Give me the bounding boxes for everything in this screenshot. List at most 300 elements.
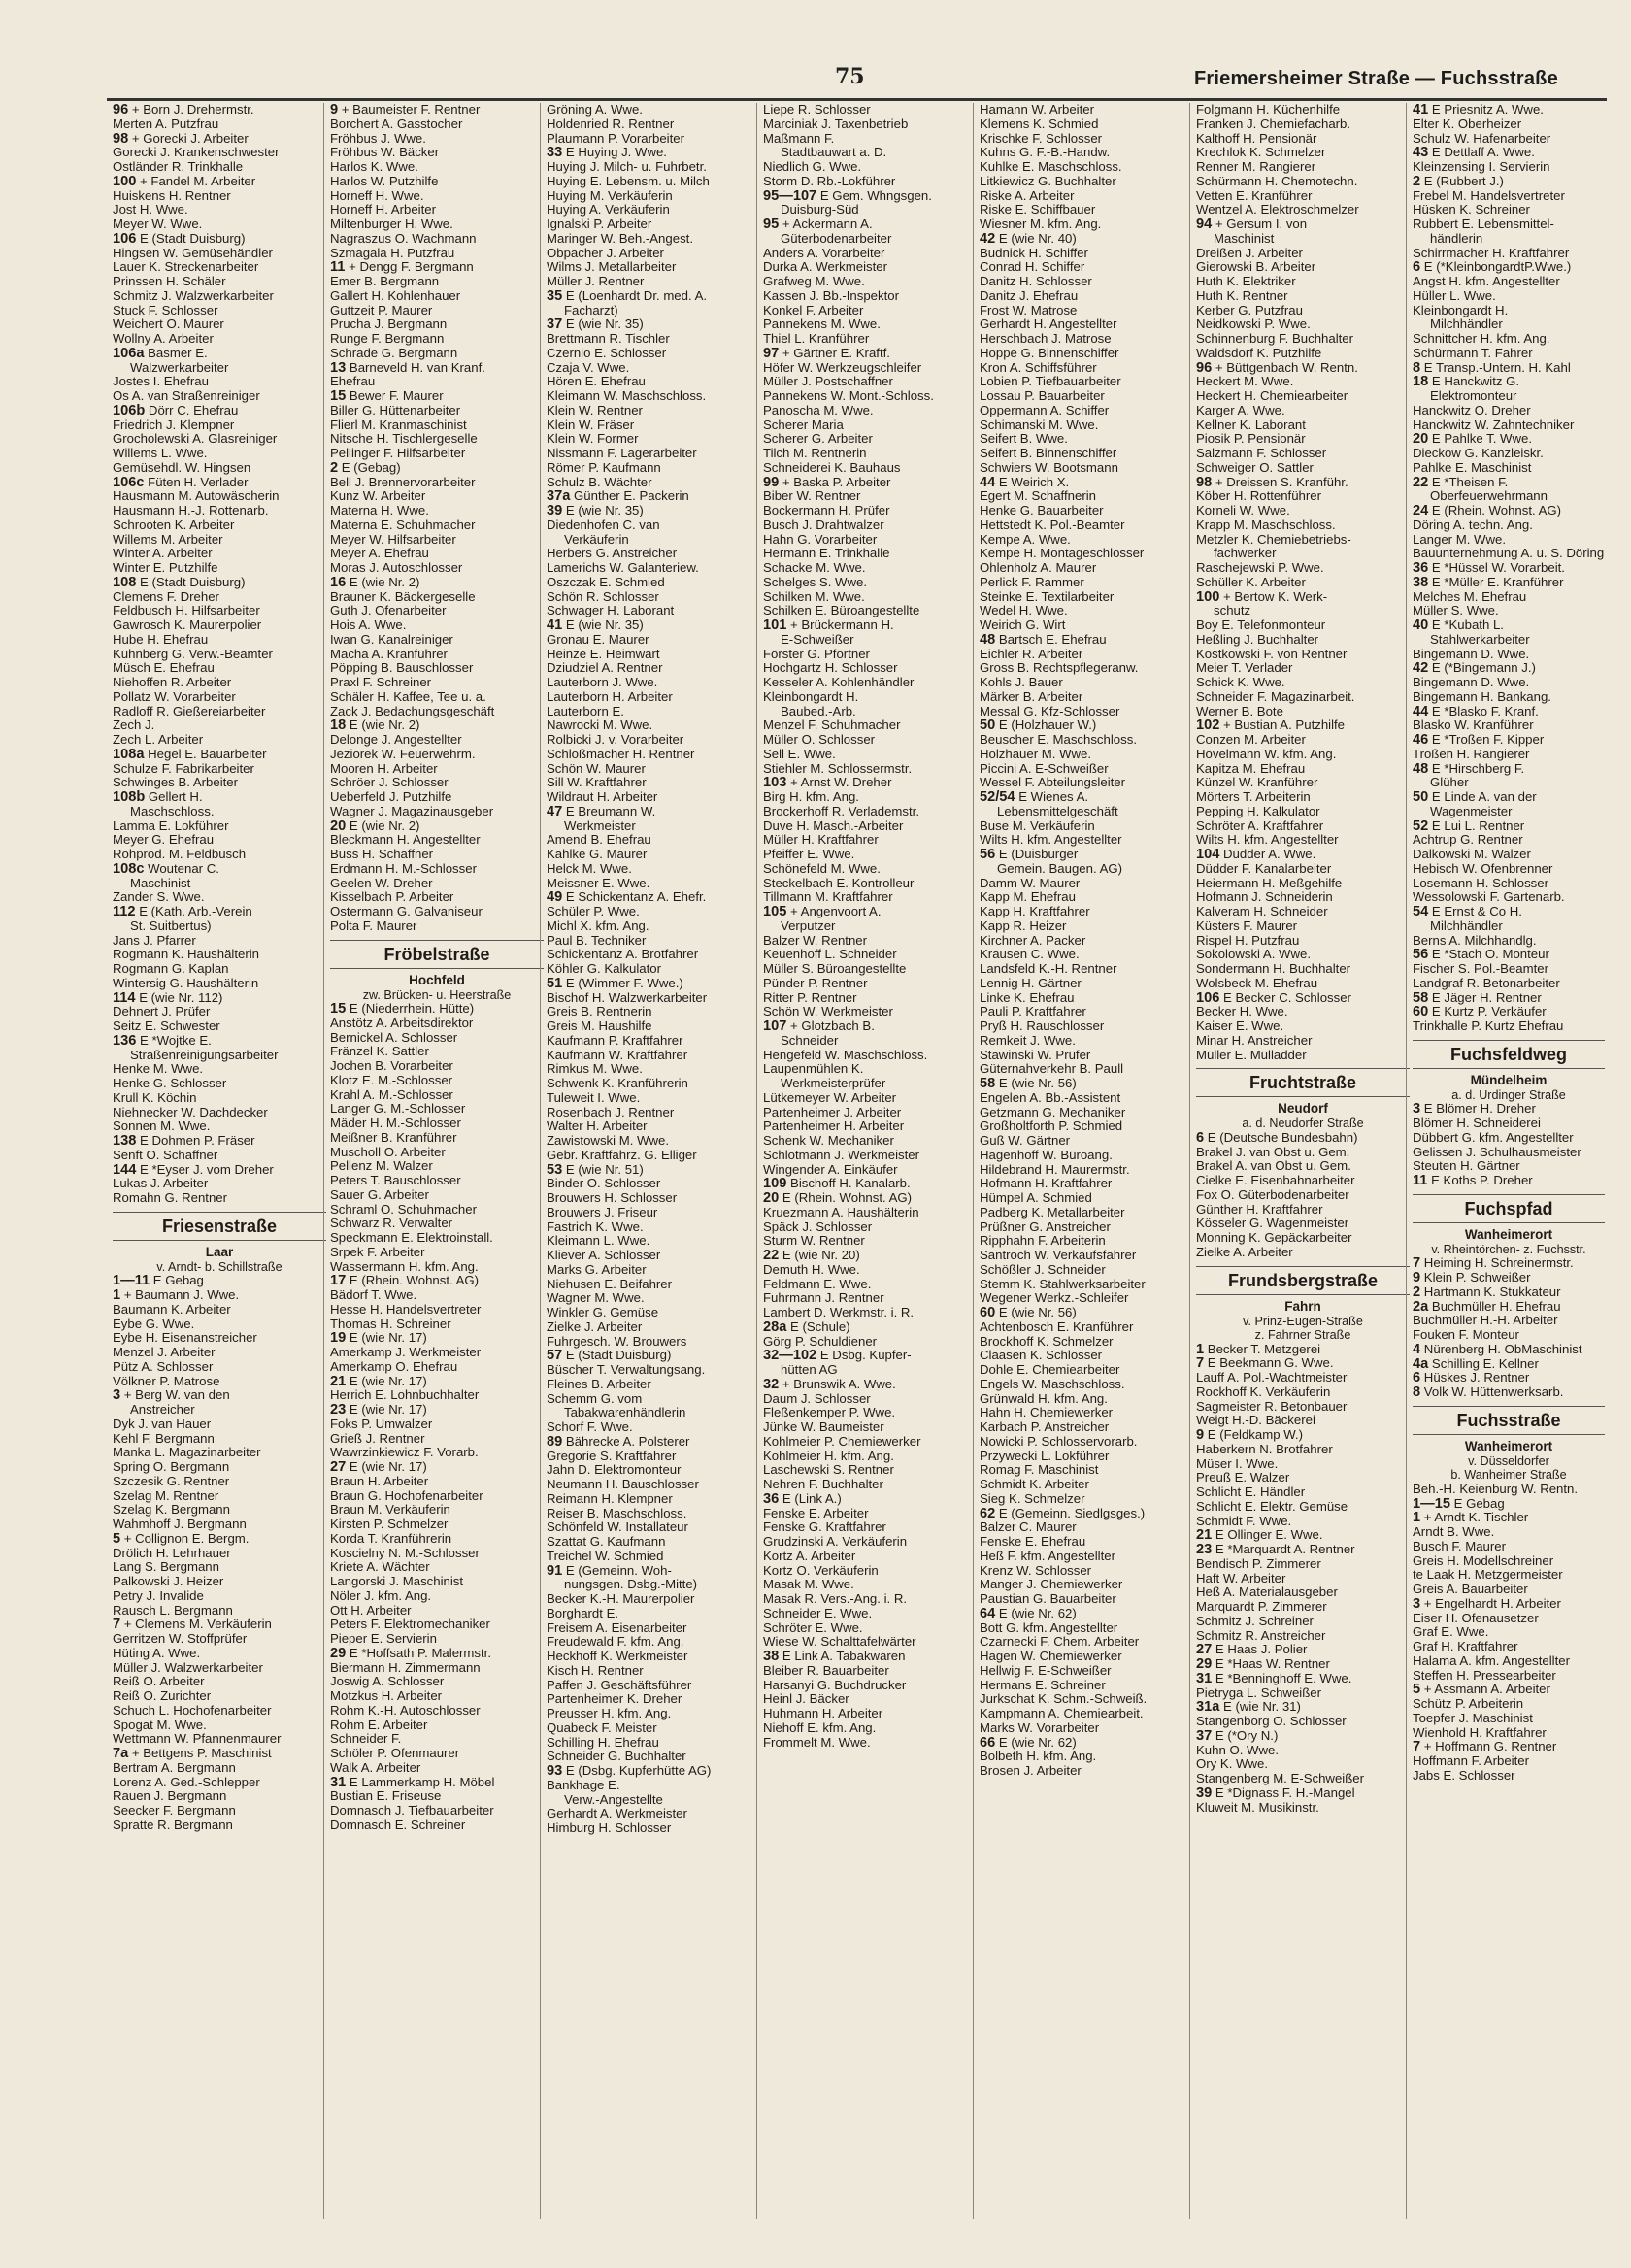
directory-entry: Szmagala H. Putzfrau bbox=[330, 246, 455, 260]
directory-entry: Förster G. Pförtner bbox=[763, 647, 870, 661]
house-number: 47 bbox=[547, 804, 563, 819]
directory-entry: Güterbodenarbeiter bbox=[781, 231, 892, 246]
directory-entry: Huying M. Verkäuferin bbox=[547, 188, 673, 203]
directory-entry: Zech L. Arbeiter bbox=[113, 733, 204, 747]
directory-entry: Moras J. Autoschlosser bbox=[330, 561, 463, 575]
directory-entry: Thiel L. Kranführer bbox=[763, 332, 870, 346]
directory-entry: Panoscha M. Wwe. bbox=[763, 403, 874, 417]
house-number: 105 bbox=[763, 905, 787, 919]
directory-entry: Müller O. Schlosser bbox=[763, 733, 876, 747]
house-number: 108c bbox=[113, 861, 145, 877]
directory-entry: Gelissen J. Schulhausmeister bbox=[1413, 1145, 1581, 1159]
directory-entry: Jabs E. Schlosser bbox=[1413, 1768, 1515, 1783]
house-number: 64 bbox=[980, 1606, 996, 1621]
directory-entry: Storm D. Rb.-Lokführer bbox=[763, 174, 896, 188]
directory-entry: Schäler H. Kaffee, Tee u. a. bbox=[330, 689, 486, 704]
directory-entry: Herschbach J. Matrose bbox=[980, 332, 1112, 346]
directory-entry: Schneiderei K. Bauhaus bbox=[763, 460, 901, 475]
directory-entry: Hellwig F. E-Schweißer bbox=[980, 1663, 1112, 1678]
directory-entry: Hebisch W. Ofenbrenner bbox=[1413, 861, 1553, 876]
directory-entry: Grünwald H. kfm. Ang. bbox=[980, 1391, 1108, 1406]
directory-entry: Anstreicher bbox=[130, 1403, 195, 1417]
directory-entry: Elektromonteur bbox=[1430, 389, 1517, 403]
directory-entry: 95 + Ackermann A. bbox=[763, 217, 873, 232]
directory-entry: Gerhardt A. Werkmeister bbox=[547, 1807, 687, 1821]
directory-entry: Lobien P. Tiefbauarbeiter bbox=[980, 375, 1121, 389]
directory-entry: Meissner E. Wwe. bbox=[547, 876, 650, 890]
directory-entry: Winter E. Putzhilfe bbox=[113, 561, 218, 575]
directory-entry: Kirchner A. Packer bbox=[980, 933, 1086, 948]
directory-entry: Srpek F. Arbeiter bbox=[330, 1245, 425, 1259]
directory-entry: Krahl A. M.-Schlosser bbox=[330, 1087, 453, 1102]
directory-entry: 9 + Baumeister F. Rentner bbox=[330, 103, 481, 117]
directory-entry: Meier T. Verlader bbox=[1196, 661, 1293, 676]
directory-entry: Sturm W. Rentner bbox=[763, 1234, 865, 1249]
directory-entry: Braun H. Arbeiter bbox=[330, 1474, 429, 1488]
directory-entry: Kisch H. Rentner bbox=[547, 1663, 644, 1678]
directory-entry: Kuhn O. Wwe. bbox=[1196, 1743, 1280, 1757]
directory-entry: Diedenhofen C. van bbox=[547, 517, 660, 532]
directory-entry: Kleinbongardt H. bbox=[763, 689, 859, 704]
directory-entry: Gallert H. Kohlenhauer bbox=[330, 288, 461, 303]
directory-entry: Tilch M. Rentnerin bbox=[763, 447, 867, 460]
house-number: 2 bbox=[330, 460, 339, 476]
street-range-note: a. d. Urdinger Straße bbox=[1451, 1087, 1566, 1102]
directory-entry: Willems M. Arbeiter bbox=[113, 532, 223, 547]
directory-entry: Kirsten P. Schmelzer bbox=[330, 1518, 449, 1531]
directory-entry: Grieß J. Rentner bbox=[330, 1431, 425, 1446]
directory-entry: Niehusen E. Beifahrer bbox=[547, 1277, 673, 1291]
directory-entry: 29 E *Haas W. Rentner bbox=[1196, 1657, 1330, 1672]
directory-entry: Schneider bbox=[781, 1033, 839, 1048]
directory-entry: 4 Nürenberg H. ObMaschinist bbox=[1413, 1342, 1582, 1357]
directory-entry: 98 + Gorecki J. Arbeiter bbox=[113, 131, 249, 147]
directory-entry: 47 E Breumann W. bbox=[547, 804, 656, 819]
directory-entry: Schulz B. Wächter bbox=[547, 475, 652, 489]
directory-entry: Krechlok K. Schmelzer bbox=[1196, 146, 1326, 160]
house-number: 93 bbox=[547, 1764, 563, 1779]
directory-entry: Budnick H. Schiffer bbox=[980, 246, 1088, 260]
directory-entry: 54 E Ernst & Co H. bbox=[1413, 905, 1522, 919]
directory-entry: Wessolowski F. Gartenarb. bbox=[1413, 890, 1565, 905]
directory-entry: 108a Hegel E. Bauarbeiter bbox=[113, 747, 267, 762]
directory-entry: 1—15 E Gebag bbox=[1413, 1496, 1505, 1512]
directory-entry: Getzmann G. Mechaniker bbox=[980, 1105, 1126, 1119]
directory-entry: Gawrosch K. Maurerpolier bbox=[113, 618, 262, 632]
directory-entry: Domnasch J. Tiefbauarbeiter bbox=[330, 1804, 494, 1818]
directory-entry: Werkmeister bbox=[564, 818, 636, 833]
house-number: 37 bbox=[547, 317, 563, 332]
directory-entry: fachwerker bbox=[1214, 547, 1277, 561]
directory-entry: Przywecki L. Lokführer bbox=[980, 1449, 1110, 1463]
directory-entry: Schacke M. Wwe. bbox=[763, 561, 866, 575]
directory-entry: Franken J. Chemiefacharb. bbox=[1196, 117, 1351, 131]
directory-entry: Kleinzensing I. Servierin bbox=[1413, 160, 1550, 174]
directory-entry: Schönfeld W. Installateur bbox=[547, 1520, 688, 1535]
street-heading: Frundsbergstraße bbox=[1196, 1266, 1410, 1295]
directory-entry: Hermans E. Schreiner bbox=[980, 1678, 1106, 1692]
directory-entry: 3 + Berg W. van den bbox=[113, 1388, 230, 1403]
directory-entry: Pellinger F. Hilfsarbeiter bbox=[330, 447, 466, 460]
directory-entry: 56 E *Stach O. Monteur bbox=[1413, 948, 1549, 962]
directory-entry: Brockerhoff R. Verlademstr. bbox=[763, 804, 920, 818]
directory-entry: Litkiewicz G. Buchhalter bbox=[980, 174, 1116, 188]
directory-entry: 136 E *Wojtke E. bbox=[113, 1033, 212, 1049]
directory-entry: Romag F. Maschinist bbox=[980, 1463, 1099, 1478]
house-number: 9 bbox=[1413, 1271, 1421, 1285]
directory-entry: Neumann H. Bauschlosser bbox=[547, 1478, 699, 1491]
directory-entry: Schröer J. Schlosser bbox=[330, 776, 449, 790]
directory-entry: Pauli P. Kraftfahrer bbox=[980, 1005, 1086, 1019]
directory-entry: Paustian G. Bauarbeiter bbox=[980, 1592, 1116, 1606]
directory-entry: Kostkowski F. von Rentner bbox=[1196, 647, 1348, 661]
directory-entry: Schüller K. Arbeiter bbox=[1196, 575, 1306, 589]
directory-entry: Wedel H. Wwe. bbox=[980, 604, 1068, 618]
house-number: 50 bbox=[980, 718, 996, 733]
directory-entry: 32—102 E Dsbg. Kupfer- bbox=[763, 1349, 912, 1363]
directory-entry: Heckert M. Wwe. bbox=[1196, 375, 1294, 389]
house-number: 32 bbox=[763, 1377, 780, 1392]
directory-entry: Mooren H. Arbeiter bbox=[330, 761, 438, 776]
directory-entry: Obpacher J. Arbeiter bbox=[547, 246, 664, 260]
directory-entry: Frost W. Matrose bbox=[980, 303, 1078, 317]
directory-entry: Santroch W. Verkaufsfahrer bbox=[980, 1249, 1137, 1262]
house-number: 100 bbox=[113, 174, 137, 189]
directory-entry: Mäder H. M.-Schlosser bbox=[330, 1117, 461, 1130]
directory-entry: 58 E (wie Nr. 56) bbox=[980, 1077, 1077, 1091]
directory-entry: Waldsdorf K. Putzhilfe bbox=[1196, 346, 1322, 360]
directory-entry: Ripphahn F. Arbeiterin bbox=[980, 1234, 1106, 1249]
directory-entry: Jeziorek W. Feuerwehrm. bbox=[330, 747, 476, 761]
directory-entry: 114 E (wie Nr. 112) bbox=[113, 990, 223, 1006]
directory-entry: Maringer W. Beh.-Angest. bbox=[547, 231, 693, 246]
directory-entry: Greis A. Bauarbeiter bbox=[1413, 1583, 1528, 1596]
directory-entry: 7 E Beekmann G. Wwe. bbox=[1196, 1356, 1334, 1371]
directory-entry: 108 E (Stadt Duisburg) bbox=[113, 575, 246, 590]
house-number: 5 bbox=[113, 1531, 121, 1547]
house-number: 4 bbox=[1413, 1342, 1421, 1357]
directory-entry: Erdmann H. M.-Schlosser bbox=[330, 861, 477, 876]
directory-entry: Spogat M. Wwe. bbox=[113, 1718, 207, 1732]
directory-entry: Thomas H. Schreiner bbox=[330, 1317, 451, 1331]
house-number: 53 bbox=[547, 1162, 563, 1178]
directory-entry: Stuck F. Schlosser bbox=[113, 303, 218, 317]
directory-entry: Kruezmann A. Haushälterin bbox=[763, 1205, 919, 1219]
directory-entry: 51 E (Wimmer F. Wwe.) bbox=[547, 976, 683, 991]
directory-entry: Weichert O. Maurer bbox=[113, 317, 224, 332]
directory-entry: 7 Heiming H. Schreinermstr. bbox=[1413, 1256, 1574, 1271]
directory-entry: Conrad H. Schiffer bbox=[980, 260, 1085, 275]
directory-entry: Hettstedt K. Pol.-Beamter bbox=[980, 517, 1125, 532]
directory-entry: Koscielny N. M.-Schlosser bbox=[330, 1546, 480, 1560]
directory-entry: Schinnenburg F. Buchhalter bbox=[1196, 332, 1354, 346]
directory-entry: Seecker F. Bergmann bbox=[113, 1804, 236, 1818]
directory-entry: Tillmann M. Kraftfahrer bbox=[763, 890, 893, 905]
house-number: 7 bbox=[1196, 1356, 1205, 1371]
directory-entry: Paul B. Techniker bbox=[547, 933, 647, 948]
directory-entry: Riske A. Arbeiter bbox=[980, 188, 1075, 203]
directory-entry: Herrich E. Lohnbuchhalter bbox=[330, 1388, 480, 1403]
directory-entry: Blömer H. Schneiderei bbox=[1413, 1117, 1541, 1130]
street-range-note: z. Fahrner Straße bbox=[1254, 1328, 1351, 1342]
house-number: 60 bbox=[980, 1306, 996, 1320]
directory-entry: Kriete A. Wächter bbox=[330, 1560, 430, 1575]
house-number: 32—102 bbox=[763, 1349, 817, 1363]
directory-entry: Hingsen W. Gemüsehändler bbox=[113, 246, 273, 260]
house-number: 19 bbox=[330, 1331, 347, 1346]
directory-entry: Piosik P. Pensionär bbox=[1196, 432, 1306, 447]
directory-entry: Frommelt M. Wwe. bbox=[763, 1735, 871, 1750]
directory-entry: Ory K. Wwe. bbox=[1196, 1757, 1268, 1772]
directory-entry: Stahlwerkarbeiter bbox=[1430, 632, 1530, 647]
directory-entry: Lennig H. Gärtner bbox=[980, 976, 1082, 990]
directory-entry: Menzel J. Arbeiter bbox=[113, 1346, 216, 1359]
directory-entry: Küsters F. Maurer bbox=[1196, 918, 1298, 933]
directory-entry: Pannekens W. Mont.-Schloss. bbox=[763, 389, 934, 403]
directory-entry: Duisburg-Süd bbox=[781, 203, 859, 217]
district-heading: Fahrn bbox=[1284, 1298, 1321, 1314]
directory-entry: Rauen J. Bergmann bbox=[113, 1789, 227, 1804]
house-number: 89 bbox=[547, 1434, 563, 1450]
directory-entry: Günther H. Kraftfahrer bbox=[1196, 1202, 1323, 1217]
directory-entry: Krenz W. Schlosser bbox=[980, 1563, 1092, 1578]
directory-entry: Praxl F. Schreiner bbox=[330, 676, 432, 689]
house-number: 58 bbox=[1413, 990, 1429, 1006]
house-number: 36 bbox=[1413, 561, 1429, 576]
directory-entry: Renner M. Rangierer bbox=[1196, 160, 1316, 174]
column-6 bbox=[1189, 103, 1413, 2219]
directory-entry: Prüßner G. Anstreicher bbox=[980, 1219, 1111, 1234]
directory-entry: Elter K. Oberheizer bbox=[1413, 117, 1522, 131]
directory-entry: Losemann H. Schlosser bbox=[1413, 876, 1549, 890]
directory-entry: 22 E *Theisen F. bbox=[1413, 475, 1509, 490]
directory-entry: Wegener Werkz.-Schleifer bbox=[980, 1291, 1129, 1306]
house-number: 2a bbox=[1413, 1299, 1429, 1315]
house-number: 52 bbox=[1413, 818, 1429, 834]
house-number: 3 bbox=[1413, 1596, 1421, 1612]
directory-entry: Schickentanz A. Brotfahrer bbox=[547, 948, 699, 962]
directory-entry: Schröter E. Wwe. bbox=[763, 1620, 863, 1635]
directory-entry: 1 Becker T. Metzgerei bbox=[1196, 1342, 1321, 1357]
page-header-title: Friemersheimer Straße — Fuchsstraße bbox=[1194, 68, 1558, 89]
directory-entry: Düdder F. Kanalarbeiter bbox=[1196, 861, 1332, 876]
directory-entry: Zielke J. Arbeiter bbox=[547, 1319, 643, 1334]
directory-entry: Stiehler M. Schlossermstr. bbox=[763, 761, 913, 776]
directory-entry: Horneff H. Wwe. bbox=[330, 188, 424, 203]
directory-entry: Meyer W. Wwe. bbox=[113, 217, 203, 231]
directory-entry: Partenheimer J. Arbeiter bbox=[763, 1105, 902, 1119]
directory-entry: Sell E. Wwe. bbox=[763, 747, 836, 761]
directory-entry: Steckelbach E. Kontrolleur bbox=[763, 876, 915, 890]
directory-entry: 31 E *Benninghoff E. Wwe. bbox=[1196, 1671, 1352, 1686]
directory-entry: Beuscher E. Maschschloss. bbox=[980, 733, 1137, 747]
directory-entry: Blasko W. Kranführer bbox=[1413, 718, 1534, 733]
directory-entry: 62 E (Gemeinn. Siedlgsges.) bbox=[980, 1506, 1146, 1521]
house-number: 1 bbox=[113, 1288, 121, 1303]
directory-entry: Pryß H. Rauschlosser bbox=[980, 1019, 1105, 1033]
house-number: 29 bbox=[1196, 1657, 1213, 1672]
directory-entry: Meyer W. Hilfsarbeiter bbox=[330, 532, 456, 547]
house-number: 106 bbox=[1196, 990, 1220, 1006]
directory-entry: Lauterborn E. bbox=[547, 704, 624, 718]
directory-entry: Kortz O. Verkäuferin bbox=[763, 1563, 879, 1578]
directory-entry: Stangenborg O. Schlosser bbox=[1196, 1715, 1347, 1728]
street-heading: Fuchspfad bbox=[1413, 1194, 1605, 1223]
directory-entry: 98 + Dreissen S. Kranführ. bbox=[1196, 475, 1348, 490]
directory-entry: Heinze E. Heimwart bbox=[547, 647, 660, 661]
directory-entry: Emer B. Bergmann bbox=[330, 275, 440, 288]
directory-entry: Hümpel A. Schmied bbox=[980, 1191, 1092, 1205]
directory-entry: Neidkowski P. Wwe. bbox=[1196, 317, 1311, 332]
house-number: 24 bbox=[1413, 504, 1429, 518]
directory-entry: Sill W. Kraftfahrer bbox=[547, 776, 647, 790]
directory-entry: Damm W. Maurer bbox=[980, 876, 1081, 890]
house-number: 1—15 bbox=[1413, 1496, 1450, 1512]
house-number: 13 bbox=[330, 360, 347, 376]
directory-entry: Kaiser E. Wwe. bbox=[1196, 1019, 1284, 1033]
directory-entry: 7a + Bettgens P. Maschinist bbox=[113, 1747, 272, 1761]
house-number: 8 bbox=[1413, 1385, 1421, 1400]
directory-entry: 18 E (wie Nr. 2) bbox=[330, 718, 420, 733]
directory-entry: 11 + Dengg F. Bergmann bbox=[330, 260, 474, 275]
directory-entry: Jostes I. Ehefrau bbox=[113, 375, 209, 389]
directory-entry: Langer G. M.-Schlosser bbox=[330, 1102, 466, 1117]
directory-entry: Verputzer bbox=[781, 918, 836, 933]
directory-entry: Miltenburger H. Wwe. bbox=[330, 217, 453, 231]
directory-entry: Treichel W. Schmied bbox=[547, 1549, 664, 1563]
directory-entry: Ohlenholz A. Maurer bbox=[980, 561, 1097, 575]
directory-entry: Jans J. Pfarrer bbox=[113, 933, 196, 948]
directory-entry: Heckert H. Chemiearbeiter bbox=[1196, 389, 1348, 403]
directory-entry: Schorf F. Wwe. bbox=[547, 1420, 633, 1434]
directory-entry: Oppermann A. Schiffer bbox=[980, 403, 1110, 417]
directory-entry: Achtenbosch E. Kranführer bbox=[980, 1319, 1134, 1334]
house-number: 114 bbox=[113, 990, 136, 1006]
directory-entry: Dübbert G. kfm. Angestellter bbox=[1413, 1130, 1574, 1145]
directory-entry: Danitz H. Schlosser bbox=[980, 275, 1092, 288]
directory-entry: Petry J. Invalide bbox=[113, 1588, 204, 1603]
directory-entry: 1 + Arndt K. Tischler bbox=[1413, 1511, 1529, 1525]
directory-entry: 15 Bewer F. Maurer bbox=[330, 389, 444, 404]
directory-entry: Hoppe G. Binnenschiffer bbox=[980, 346, 1119, 360]
directory-entry: Kron A. Schiffsführer bbox=[980, 360, 1097, 375]
directory-entry: Paffen J. Geschäftsführer bbox=[547, 1678, 692, 1692]
directory-entry: Engels W. Maschschloss. bbox=[980, 1377, 1125, 1391]
directory-entry: 5 + Collignon E. Bergm. bbox=[113, 1531, 250, 1547]
directory-entry: 40 E *Kubath L. bbox=[1413, 618, 1504, 633]
directory-entry: Jünke W. Baumeister bbox=[763, 1420, 884, 1434]
house-number: 1—11 bbox=[113, 1274, 150, 1288]
directory-entry: Dalkowski M. Walzer bbox=[1413, 848, 1531, 861]
house-number: 109 bbox=[763, 1177, 787, 1191]
directory-entry: 49 E Schickentanz A. Ehefr. bbox=[547, 890, 707, 905]
directory-entry: Kleimann W. Maschschloss. bbox=[547, 389, 707, 403]
directory-entry: Niehoff E. kfm. Ang. bbox=[763, 1720, 877, 1735]
directory-entry: Fleines B. Arbeiter bbox=[547, 1377, 651, 1391]
directory-entry: Drölich H. Lehrhauer bbox=[113, 1546, 231, 1560]
directory-entry: Folgmann H. Küchenhilfe bbox=[1196, 103, 1341, 117]
directory-entry: Arndt B. Wwe. bbox=[1413, 1525, 1495, 1539]
directory-entry: Fränzel K. Sattler bbox=[330, 1045, 429, 1059]
directory-entry: 52/54 E Wienes A. bbox=[980, 790, 1089, 805]
directory-entry: Preuß E. Walzer bbox=[1196, 1471, 1290, 1485]
house-number: 33 bbox=[547, 146, 563, 160]
directory-entry: 6 Hüskes J. Rentner bbox=[1413, 1371, 1530, 1385]
directory-entry: Karger A. Wwe. bbox=[1196, 403, 1285, 417]
directory-entry: E-Schweißer bbox=[781, 632, 854, 647]
house-number: 27 bbox=[1196, 1643, 1213, 1657]
house-number: 104 bbox=[1196, 848, 1220, 862]
directory-entry: Landgraf R. Betonarbeiter bbox=[1413, 976, 1560, 990]
directory-entry: Horneff H. Arbeiter bbox=[330, 203, 436, 217]
directory-entry: Iwan G. Kanalreiniger bbox=[330, 632, 453, 647]
directory-entry: Partenheimer H. Arbeiter bbox=[763, 1119, 905, 1134]
directory-entry: Materna E. Schuhmacher bbox=[330, 517, 476, 532]
directory-entry: Egert M. Schaffnerin bbox=[980, 489, 1096, 504]
directory-entry: 39 E (wie Nr. 35) bbox=[547, 504, 644, 518]
directory-entry: Fischer S. Pol.-Beamter bbox=[1413, 962, 1548, 976]
directory-entry: Steffen H. Pressearbeiter bbox=[1413, 1668, 1556, 1683]
directory-entry: Heiermann H. Meßgehilfe bbox=[1196, 876, 1343, 890]
directory-entry: 43 E Dettlaff A. Wwe. bbox=[1413, 146, 1535, 160]
directory-entry: Wagenmeister bbox=[1430, 804, 1513, 818]
directory-entry: Huying J. Milch- u. Fuhrbetr. bbox=[547, 160, 707, 174]
directory-entry: Frebel M. Handelsvertreter bbox=[1413, 188, 1565, 203]
directory-entry: 3 + Engelhardt H. Arbeiter bbox=[1413, 1596, 1561, 1612]
street-heading: Friesenstraße bbox=[113, 1212, 326, 1241]
directory-entry: Kluweit M. Musikinstr. bbox=[1196, 1800, 1319, 1815]
directory-entry: Nagraszus O. Wachmann bbox=[330, 231, 477, 246]
directory-entry: Schön W. Werkmeister bbox=[763, 1005, 893, 1019]
directory-entry: Ehefrau bbox=[330, 375, 376, 389]
directory-entry: Masak M. Wwe. bbox=[763, 1578, 854, 1592]
house-number: 44 bbox=[980, 475, 996, 490]
directory-entry: 60 E Kurtz P. Verkäufer bbox=[1413, 1005, 1547, 1019]
directory-entry: Schulze F. Fabrikarbeiter bbox=[113, 761, 254, 776]
directory-entry: Wagner M. Wwe. bbox=[547, 1291, 645, 1306]
house-number: 31a bbox=[1196, 1700, 1220, 1715]
directory-entry: 28a E (Schule) bbox=[763, 1319, 850, 1335]
directory-entry: Schneider F. bbox=[330, 1732, 402, 1747]
directory-entry: Schirrmacher H. Kraftfahrer bbox=[1413, 246, 1570, 260]
directory-entry: Angst H. kfm. Angestellter bbox=[1413, 275, 1560, 288]
directory-entry: Hagen W. Chemiewerker bbox=[980, 1650, 1122, 1663]
directory-entry: Kesseler A. Kohlenhändler bbox=[763, 676, 915, 689]
directory-entry: 37 E (wie Nr. 35) bbox=[547, 317, 644, 332]
directory-entry: Schmitz J. Schreiner bbox=[1196, 1614, 1314, 1628]
directory-entry: Rohprod. M. Feldbusch bbox=[113, 848, 247, 861]
directory-entry: Bischof H. Walzwerkarbeiter bbox=[547, 990, 708, 1005]
directory-entry: Linke K. Ehefrau bbox=[980, 990, 1075, 1005]
directory-entry: 100 + Bertow K. Werk- bbox=[1196, 589, 1328, 605]
directory-entry: Bleiber R. Bauarbeiter bbox=[763, 1663, 889, 1678]
directory-entry: Kapitza M. Ehefrau bbox=[1196, 761, 1306, 776]
directory-entry: Müller J. Postschaffner bbox=[763, 375, 893, 389]
directory-entry: Gerritzen W. Stoffprüfer bbox=[113, 1632, 248, 1646]
directory-entry: Kuhns G. F.-B.-Handw. bbox=[980, 146, 1111, 160]
directory-entry: Bauunternehmung A. u. S. Döring bbox=[1413, 547, 1605, 561]
directory-entry: Lorenz A. Ged.-Schlepper bbox=[113, 1775, 260, 1789]
directory-entry: Großholtforth P. Schmied bbox=[980, 1119, 1123, 1134]
directory-entry: Marquardt P. Zimmerer bbox=[1196, 1600, 1327, 1614]
directory-entry: Pepping H. Kalkulator bbox=[1196, 804, 1320, 818]
directory-entry: Zielke A. Arbeiter bbox=[1196, 1245, 1293, 1259]
directory-entry: 23 E *Marquardt A. Rentner bbox=[1196, 1543, 1355, 1557]
house-number: 23 bbox=[330, 1403, 347, 1418]
directory-entry: Binder O. Schlosser bbox=[547, 1177, 661, 1191]
directory-entry: Lamma E. Lokführer bbox=[113, 818, 229, 833]
directory-entry: 97 + Gärtner E. Kraftf. bbox=[763, 346, 890, 361]
